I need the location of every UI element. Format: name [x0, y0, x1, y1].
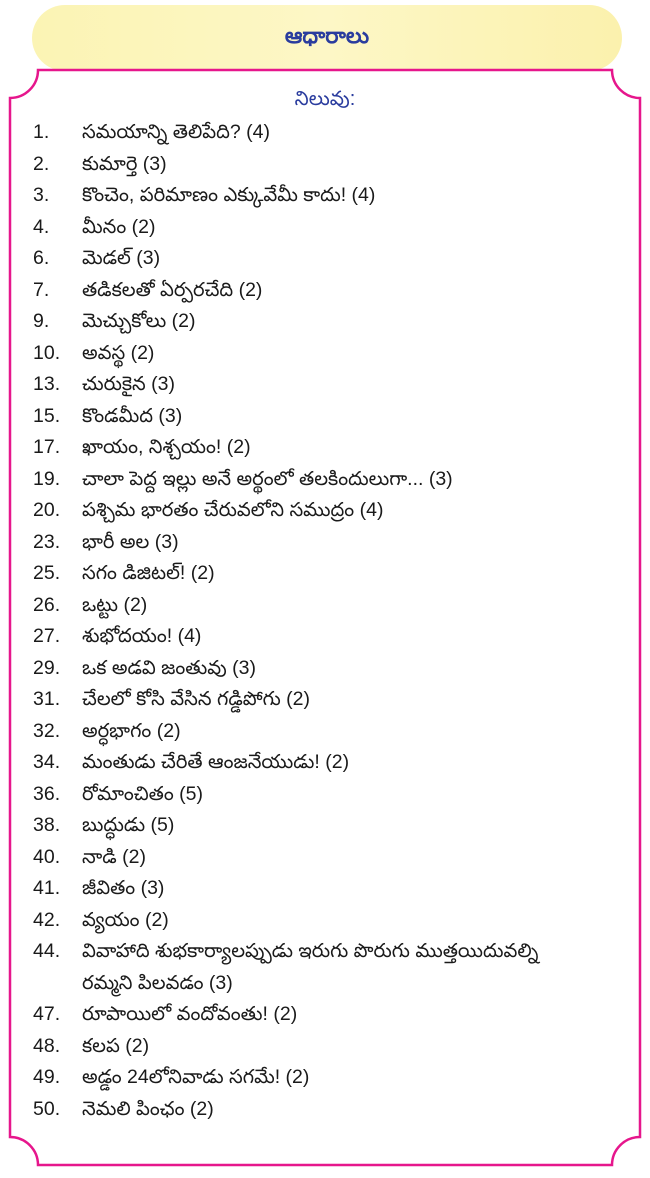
clue-item: [33, 275, 593, 307]
clue-text: నెమలి పింఛం (2): [82, 1097, 214, 1120]
clue-text: శుభోదయం! (4): [82, 625, 202, 647]
clue-text: అర్ధభాగం (2): [82, 719, 181, 742]
clue-text: సమయాన్ని తెలిపేది? (4): [82, 121, 270, 143]
clue-item: [33, 180, 593, 212]
clue-number: 29.: [33, 656, 61, 679]
clue-item: [33, 842, 593, 874]
clue-text: కుమార్తె (3): [82, 152, 167, 175]
clue-number: 13.: [33, 373, 61, 395]
clue-item: [33, 779, 593, 811]
clue-number: 44.: [33, 940, 61, 962]
clue-item: [33, 338, 593, 370]
clue-item: [33, 432, 593, 464]
clue-item: [33, 621, 593, 653]
clue-number: 2.: [33, 152, 50, 175]
clue-item: [33, 464, 593, 496]
clue-item: [33, 1031, 593, 1063]
clue-item: [33, 558, 593, 590]
clue-number: 27.: [33, 625, 61, 647]
clue-number: 48.: [33, 1034, 61, 1057]
clue-item: [33, 527, 593, 559]
clue-item: [33, 684, 593, 716]
clue-list: [33, 117, 593, 1125]
clue-number: 38.: [33, 814, 61, 836]
clue-text: పశ్చిమ భారతం చేరువలోని సముద్రం (4): [82, 499, 384, 521]
clue-number: 15.: [33, 404, 61, 427]
clue-number: 26.: [33, 593, 61, 616]
clue-text: తడికలతో ఏర్పరచేది (2): [82, 278, 263, 301]
clue-text: చేలలో కోసి వేసిన గడ్డిపోగు (2): [82, 688, 310, 710]
clue-number: 9.: [33, 310, 50, 332]
clue-number: 3.: [33, 184, 50, 206]
clue-number: 32.: [33, 719, 61, 742]
clue-text: కొంచెం, పరిమాణం ఎక్కువేమీ కాదు! (4): [82, 184, 376, 206]
clue-item: [33, 1062, 593, 1094]
clue-number: 23.: [33, 530, 61, 553]
clue-number: 17.: [33, 436, 61, 458]
clue-number: 19.: [33, 467, 61, 490]
section-heading-down: నిలువు:: [294, 88, 356, 110]
clue-text: రోమాంచితం (5): [82, 782, 203, 805]
clue-item: [33, 747, 593, 779]
clue-item: [33, 999, 593, 1031]
clue-item: [33, 212, 593, 244]
clue-text: భారీ అల (3): [82, 530, 179, 553]
clue-number: 40.: [33, 845, 61, 868]
clue-text: ఒక అడవి జంతువు (3): [82, 656, 256, 679]
clue-number: 25.: [33, 562, 61, 584]
clue-text: మంతుడు చేరితే ఆంజనేయుడు! (2): [82, 751, 350, 773]
clue-number: 34.: [33, 751, 61, 773]
clue-text: అడ్డం 24లోనివాడు సగమే! (2): [82, 1066, 310, 1088]
clue-text: సగం డిజిటల్! (2): [82, 562, 215, 584]
clue-text: చాలా పెద్ద ఇల్లు అనే అర్థంలో తలకిందులుగా... (3): [82, 467, 453, 490]
clue-number: 31.: [33, 688, 61, 710]
clue-number: 4.: [33, 215, 50, 238]
header-banner: [32, 5, 622, 71]
clue-text: మెచ్చుకోలు (2): [82, 310, 196, 332]
clue-item: [33, 590, 593, 622]
clue-text: ఒట్టు (2): [82, 593, 148, 616]
clue-item: [33, 243, 593, 275]
clue-item: [33, 369, 593, 401]
clue-item: [33, 495, 593, 527]
clue-number: 36.: [33, 782, 61, 805]
clue-number: 41.: [33, 877, 61, 899]
clue-number: 1.: [33, 121, 50, 143]
clue-text: నాడి (2): [82, 845, 146, 868]
clue-text: వివాహాది శుభకార్యాలప్పుడు ఇరుగు పొరుగు ముత్తయిదువల్ని రమ్మని పిలవడం (3): [82, 940, 539, 994]
clue-number: 20.: [33, 499, 61, 521]
clue-item: [33, 401, 593, 433]
clue-item: [33, 810, 593, 842]
clue-item: [33, 873, 593, 905]
clue-item: [33, 905, 593, 937]
clue-text: రూపాయిలో వందోవంతు! (2): [82, 1003, 298, 1025]
clue-number: 42.: [33, 908, 61, 931]
clue-text: మీనం (2): [82, 215, 156, 238]
clue-text: బుద్ధుడు (5): [82, 814, 175, 836]
clue-number: 6.: [33, 247, 50, 269]
clue-text: కొండమీద (3): [82, 404, 183, 427]
clue-text: మెడల్ (3): [82, 247, 161, 269]
clue-number: 49.: [33, 1066, 61, 1088]
clue-number: 47.: [33, 1003, 61, 1025]
clue-number: 7.: [33, 278, 50, 301]
clue-item: [33, 716, 593, 748]
clue-text: కలప (2): [82, 1034, 150, 1057]
clue-item: [33, 653, 593, 685]
page-title: ఆధారాలు: [284, 22, 370, 48]
clue-number: 10.: [33, 341, 61, 364]
clue-number: 50.: [33, 1097, 61, 1120]
clue-item: [33, 149, 593, 181]
clue-item: [33, 117, 593, 149]
clue-text: వ్యయం (2): [82, 908, 169, 931]
clue-text: ఖాయం, నిశ్చయం! (2): [82, 436, 251, 458]
clue-text: జీవితం (3): [82, 877, 165, 899]
clue-text: అవస్థ (2): [82, 341, 155, 364]
clue-text: చురుకైన (3): [82, 373, 175, 395]
clue-item: [33, 1094, 593, 1126]
clue-item: [33, 936, 593, 999]
clue-item: [33, 306, 593, 338]
